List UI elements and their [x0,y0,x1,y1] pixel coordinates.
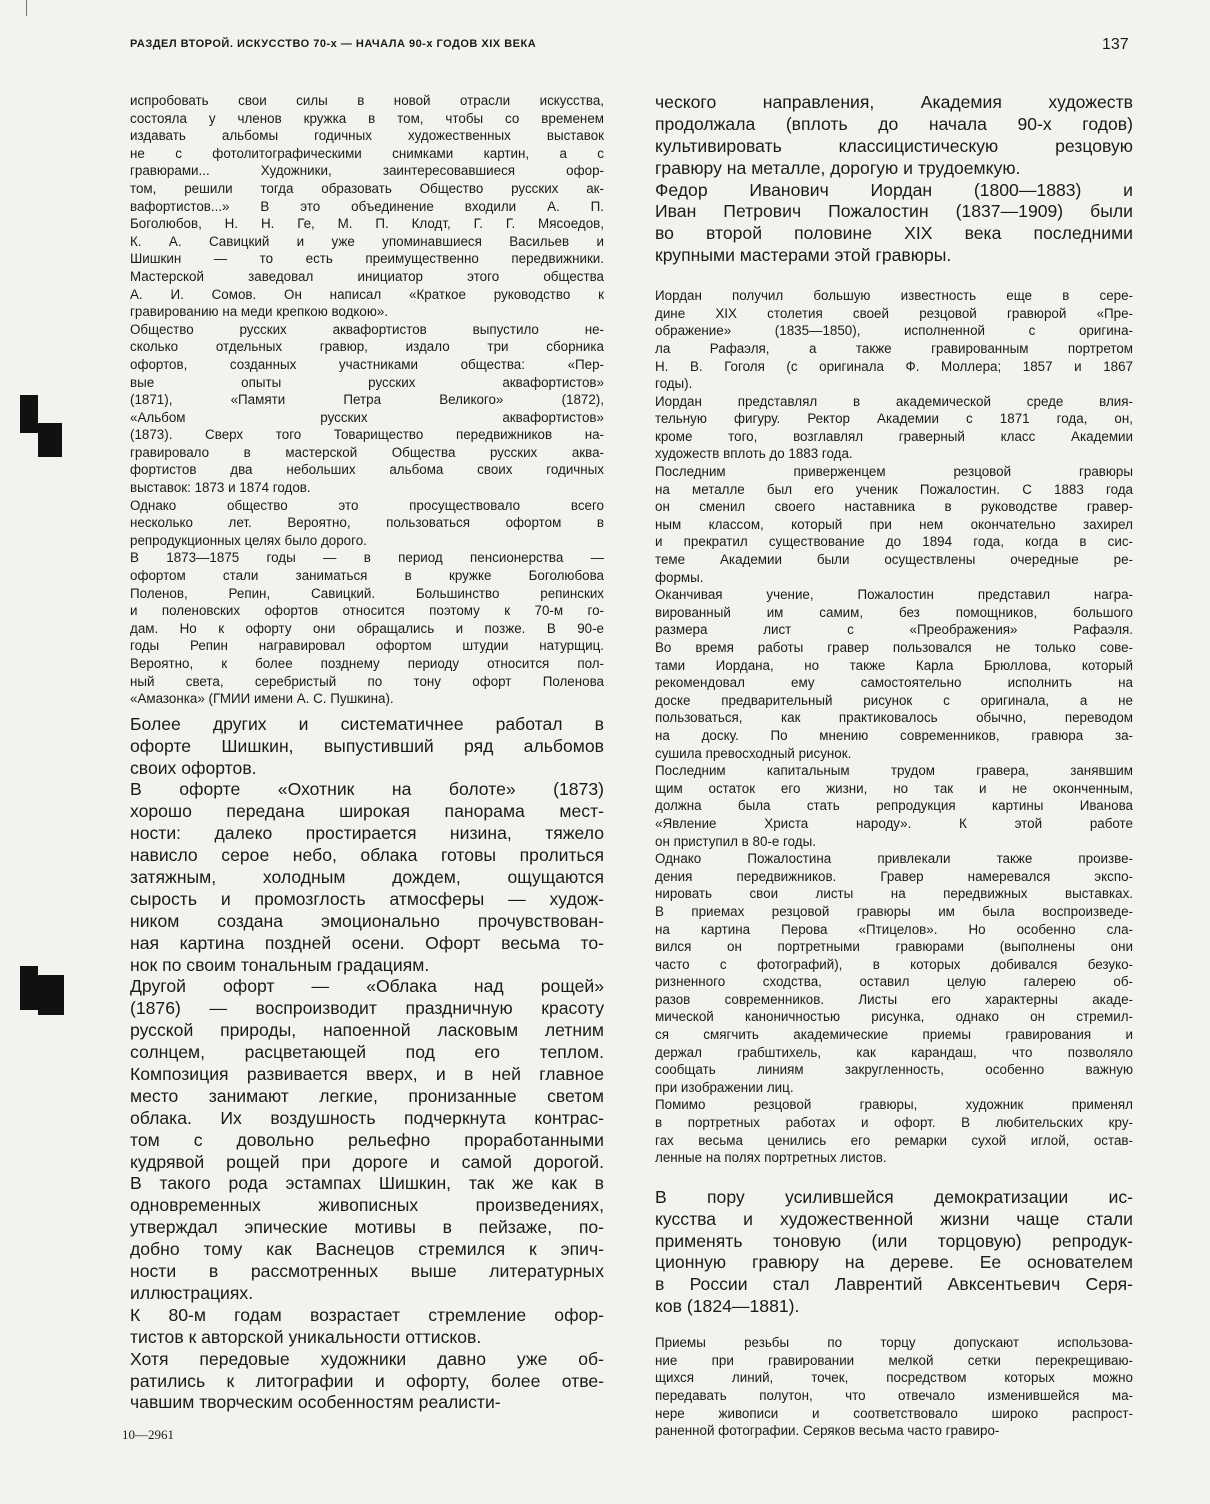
text-line: держал грабштихель, как карандаш, что позволяло [655,1044,1133,1060]
text-line: добно тому как Васнецов стремился к эпич- [130,1239,604,1260]
text-line: ратились к литографии и офорту, более отве- [130,1370,604,1391]
text-line: «Амазонка» (ГМИИ имени А. С. Пушкина). [130,691,394,707]
text-line: состояла у членов кружка в том, чтобы со временем [130,110,604,126]
right-column [655,92,1133,1440]
text-line: издавать альбомы годичных художественных выставок [130,128,604,144]
text-line: выставок: 1873 и 1874 годов. [130,480,311,496]
text-line: В 1873—1875 годы — в период пенсионерства — [130,550,604,566]
text-line: тистов к авторской уникальности оттисков. [130,1326,482,1347]
text-line: облака. Их воздушность подчеркнута контрас- [130,1107,604,1128]
text-line: Оканчивая учение, Пожалостин представил награ- [655,587,1133,603]
right-small-text-block-2 [655,1334,1133,1440]
text-line: В приемах резцовой гравюры им была воспроизведе- [655,903,1133,919]
text-line: в России стал Лаврентий Авксентьевич Серя- [655,1274,1133,1295]
text-line: место занимают легкие, пронизанные светом [130,1085,604,1106]
text-line: вированный им самим, без помощников, большого [655,604,1133,620]
text-line: чавшим творческим особенностям реалисти- [130,1392,501,1413]
text-line: гах весьма ценились его ремарки сухой иглой, остав- [655,1132,1133,1148]
text-line: ризненного сходства, оставил целую галерею об- [655,974,1133,990]
text-line: Однако общество это просуществовало всего [130,497,604,513]
text-line: Поленов, Репин, Савицкий. Большинство репинских [130,585,604,601]
text-line: применять тоновую (или торцовую) репродук- [655,1230,1133,1251]
text-line: затяжным, холодным дождем, ощущаются [130,867,604,888]
text-line: В офорте «Охотник на болоте» (1873) [130,779,604,800]
text-line: вился он портретными гравюрами (выполнены они [655,939,1133,955]
text-line: вые опыты русских аквафортистов» [130,374,604,390]
text-line: ности: далеко простирается низина, тяжело [130,823,604,844]
text-line: ленные на полях портретных листов. [655,1150,887,1166]
text-line: щихся линий, точек, посредством которых можно [655,1370,1133,1386]
text-line: русской природы, напоенной ласковым летним [130,1020,604,1041]
text-line: иллюстрациях. [130,1282,254,1303]
text-line: художеств вплоть до 1883 года. [655,446,853,462]
text-line: ческого направления, Академия художеств [655,92,1133,112]
text-line: ционную гравюру на дереве. Ее основателем [655,1252,1133,1273]
text-line: нировать свои листы на передвижных выставках. [655,886,1133,902]
text-line: и прекратил существование до 1894 года, когда в сис- [655,534,1133,550]
text-line: Композиция развивается вверх, и в ней главное [130,1064,604,1085]
text-line: К. А. Савицкий и уже упоминавшиеся Васильев и [130,233,604,249]
text-line: ние при гравировании мелкой сетки перекрещиваю- [655,1352,1133,1368]
text-line: Иван Петрович Пожалостин (1837—1909) были [655,201,1133,222]
text-line: Последним приверженцем резцовой гравюры [655,464,1133,480]
text-line: офортом стали заниматься в кружке Боголюбова [130,568,604,584]
text-line: ная картина поздней осени. Офорт весьма то- [130,932,604,953]
text-line: теме Академии были осуществлены очередные ре- [655,552,1133,568]
text-line: Мастерской заведовал инициатор этого общества [130,268,604,284]
text-line: Приемы резьбы по торцу допускают использова- [655,1335,1133,1351]
text-line: передавать полутон, что отвечало изменившейся ма- [655,1387,1133,1403]
left-large-text-block [130,714,604,1415]
right-small-text-block-1 [655,287,1133,1167]
crop-mark-3 [20,966,38,1010]
crop-mark-2 [38,423,62,457]
text-line: ков (1824—1881). [655,1296,800,1317]
text-line: нере живописи и соответствовало широко распрост- [655,1405,1133,1421]
text-line: гравировало в мастерской Общества русских аква- [130,444,604,460]
text-line: кудрявой рощей при дороге и самой дорогой. [130,1151,604,1172]
text-line: нависло серое небо, облака готовы пролиться [130,845,604,866]
text-line: Последним капитальным трудом гравера, занявшим [655,763,1133,779]
text-line: часто с фотографий), в которых добивался безуко- [655,956,1133,972]
text-line: «Явление Христа народу». К этой работе [655,815,1133,831]
text-line: на картина Перова «Птицелов». Но особенно сла- [655,921,1133,937]
text-line: том, решили тогда образовать Общество русских ак- [130,180,604,196]
text-line: не с фотолитографическими снимками картин, а с [130,145,604,161]
text-line: сообщать линиям закругленность, особенно важную [655,1062,1133,1078]
text-line: сколько отдельных гравюр, издало три сборника [130,339,604,355]
text-line: «Альбом русских аквафортистов» [130,409,604,425]
text-line: Иордан представлял в академической среде влия- [655,393,1133,409]
text-line: Боголюбов, Н. Н. Ге, М. П. Клодт, Г. Г. Мясоедов, [130,216,604,232]
text-line: ным классом, который при нем окончательно захирел [655,516,1133,532]
crop-mark-4 [38,975,64,1015]
text-line: К 80-м годам возрастает стремление офор- [130,1304,604,1325]
text-line: ла Рафаэля, а также гравированным портретом [655,340,1133,356]
text-line: продолжала (вплоть до начала 90-х годов) [655,113,1133,134]
text-line: доске предварительный рисунок с оригинала, а не [655,692,1133,708]
text-line: офортов, созданных участниками общества: «Пер- [130,356,604,372]
text-line: пользоваться, как практиковалось обычно, переводом [655,710,1133,726]
text-line: том с довольно рельефно проработанными [130,1129,604,1150]
text-line: дине XIX столетия своей резцовой гравюрой «Пре- [655,305,1133,321]
text-line: репродукционных целях было дорого. [130,532,367,548]
text-line: кусства и художественной жизни чаще стали [655,1208,1133,1229]
right-large-text-block-1 [655,92,1133,267]
text-line: годы Репин награвировал офортом штудии натурщиц. [130,638,604,654]
text-line: А. И. Сомов. Он написал «Краткое руководство к [130,286,604,302]
text-line: и поленовских офортов относится поэтому к 70-м го- [130,603,604,619]
text-line: мической каноничностью рисунка, однако он стремил- [655,1009,1133,1025]
text-line: своих офортов. [130,757,257,778]
text-line: В такого рода эстампах Шишкин, так же как в [130,1173,604,1194]
text-line: на металле был его ученик Пожалостин. С 1883 года [655,481,1133,497]
text-line: он сменил своего наставника в руководстве гравер- [655,499,1133,515]
text-line: сырость и промозглость атмосферы — худож- [130,888,604,909]
text-line: Во время работы гравер пользовался не только сове- [655,640,1133,655]
text-line: формы. [655,569,704,585]
page-number: 137 [1102,36,1129,53]
text-line: раненной фотографии. Серяков весьма часто гравиро- [655,1423,1000,1439]
text-line: при изображении лиц. [655,1079,794,1095]
text-line: фортистов два небольших альбома своих годичных [130,462,604,478]
text-line: нок по своим тональным градациям. [130,954,430,975]
left-small-text-block [130,92,604,708]
text-line: (1873). Сверх того Товарищество передвижников на- [130,427,604,443]
text-line: гравюру на металле, дорогую и трудоемкую. [655,157,1021,178]
text-line: разов современников. Листы его характерны акаде- [655,991,1133,1007]
text-line: крупными мастерами этой гравюры. [655,245,952,266]
text-line: вафортистов...» В это объединение входили А. П. [130,198,604,214]
text-line: культивировать классицистическую резцовую [655,135,1133,156]
text-line: кроме того, возглавлял граверный класс Академии [655,428,1133,444]
text-line: солнцем, расцветающей под его теплом. [130,1042,604,1063]
text-line: (1876) — воспроизводит праздничную красоту [130,998,604,1019]
text-line: Другой офорт — «Облака над рощей» [130,976,604,997]
text-line: во второй половине XIX века последними [655,223,1133,244]
text-line: ся смягчить академические приемы гравирования и [655,1027,1133,1043]
text-line: Шишкин — то есть преимущественно передвижники. [130,251,604,267]
text-line: дам. Но к офорту они обращались и позже. В 90-е [130,620,604,636]
left-column [130,92,604,1414]
text-line: тами Иордана, но также Карла Брюллова, который [655,657,1133,673]
text-line: Более других и систематичнее работал в [130,713,604,734]
text-line: ный света, серебристый по тону офорт Поленова [130,673,604,689]
text-line: на доску. По мнению современников, гравюра за- [655,727,1133,743]
text-line: сушила превосходный рисунок. [655,745,852,761]
signature-mark: 10—2961 [122,1427,174,1442]
text-line: в портретных работах и офорт. В любительских кру- [655,1115,1133,1131]
text-line: Хотя передовые художники давно уже об- [130,1348,604,1369]
text-line: гравюрами... Художники, заинтересовавшиеся офор- [130,163,604,179]
text-line: (1871), «Памяти Петра Великого» (1872), [130,392,604,408]
text-line: Однако Пожалостина привлекали также произве- [655,851,1133,867]
text-line: Иордан получил большую известность еще в сере- [655,288,1133,304]
text-line: испробовать свои силы в новой отрасли искусства, [130,93,604,108]
text-line: ности в рассмотренных выше литературных [130,1261,604,1282]
text-line: должна была стать репродукция картины Иванова [655,798,1133,814]
text-line: он приступил в 80-е годы. [655,833,816,849]
text-line: одновременных живописных произведениях, [130,1195,604,1216]
text-line: Общество русских аквафортистов выпустило не- [130,321,604,337]
text-line: Вероятно, к более позднему периоду относится пол- [130,656,604,671]
text-line: гравированию на меди крепкою водкою». [130,304,389,320]
text-line: В пору усилившейся демократизации ис- [655,1186,1133,1207]
text-line: тельную фигуру. Ректор Академии с 1871 года, он, [655,411,1133,427]
text-line: Н. В. Гоголя (с оригинала Ф. Моллера; 1857 и 1867 [655,358,1133,374]
text-line: щим остаток его жизни, но так и не оконченным, [655,780,1133,796]
text-line: дения передвижников. Гравер намеревался экспо- [655,868,1133,884]
crop-mark-top [26,0,27,16]
text-line: годы). [655,376,693,392]
crop-mark-1 [20,395,38,433]
text-line: офорте Шишкин, выпустивший ряд альбомов [130,735,604,756]
text-line: рекомендовал ему самостоятельно исполнить на [655,675,1133,691]
text-line: утверждал эпические мотивы в пейзаже, по- [130,1217,604,1238]
text-line: Помимо резцовой гравюры, художник применял [655,1097,1133,1113]
text-line: ображение» (1835—1850), исполненной с оригина- [655,323,1133,339]
text-line: ником создана эмоционально прочувствован- [130,910,604,931]
text-line: несколько лет. Вероятно, пользоваться офортом в [130,515,604,531]
running-head: РАЗДЕЛ ВТОРОЙ. ИСКУССТВО 70-х — НАЧАЛА 90-х ГОДОВ XIX ВЕКА [130,38,537,50]
text-line: размера лист с «Преображения» Рафаэля. [655,622,1133,638]
text-line: Федор Иванович Иордан (1800—1883) и [655,179,1133,200]
right-large-text-block-2 [655,1187,1133,1318]
text-line: хорошо передана широкая панорама мест- [130,801,604,822]
